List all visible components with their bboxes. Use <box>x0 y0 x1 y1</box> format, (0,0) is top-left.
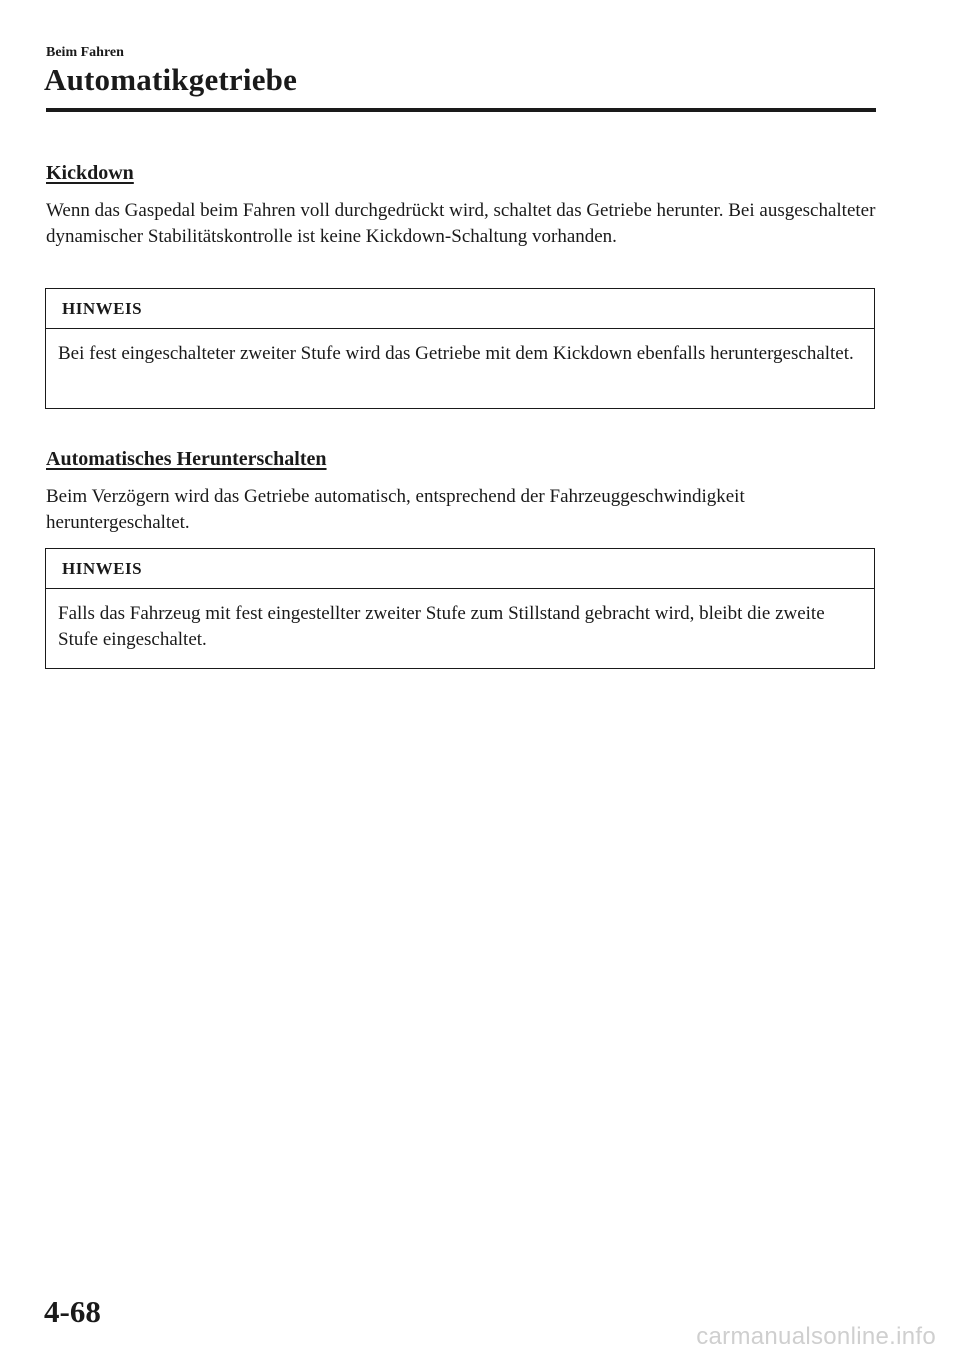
auto-downshift-heading: Automatisches Herunterschalten <box>46 448 327 470</box>
section-label: Beim Fahren <box>46 45 124 60</box>
kickdown-paragraph: Wenn das Gaspedal beim Fahren voll durchgedrückt wird, schaltet das Getriebe herunter. Bei ausgeschalteter dynamischer Stabilitätskontrolle ist keine Kickdown-Schaltung vorhanden. <box>46 200 876 247</box>
kickdown-note-box <box>45 288 875 409</box>
title-divider <box>46 108 876 112</box>
page-number: 4-68 <box>44 1294 101 1329</box>
watermark-link[interactable]: carmanualsonline.info <box>696 1323 936 1350</box>
note-header: HINWEIS <box>46 549 874 589</box>
note-header: HINWEIS <box>46 289 874 329</box>
note-text: Bei fest eingeschalteter zweiter Stufe wird das Getriebe mit dem Kickdown ebenfalls heruntergeschaltet. <box>58 343 854 364</box>
auto-downshift-note-box <box>45 548 875 669</box>
page-title: Automatikgetriebe <box>44 62 298 97</box>
auto-downshift-paragraph: Beim Verzögern wird das Getriebe automatisch, entsprechend der Fahrzeuggeschwindigkeit heruntergeschaltet. <box>46 486 745 533</box>
note-text: Falls das Fahrzeug mit fest eingestellter zweiter Stufe zum Stillstand gebracht wird, bleibt die zweite Stufe eingeschaltet. <box>58 603 825 650</box>
kickdown-heading: Kickdown <box>46 162 134 184</box>
